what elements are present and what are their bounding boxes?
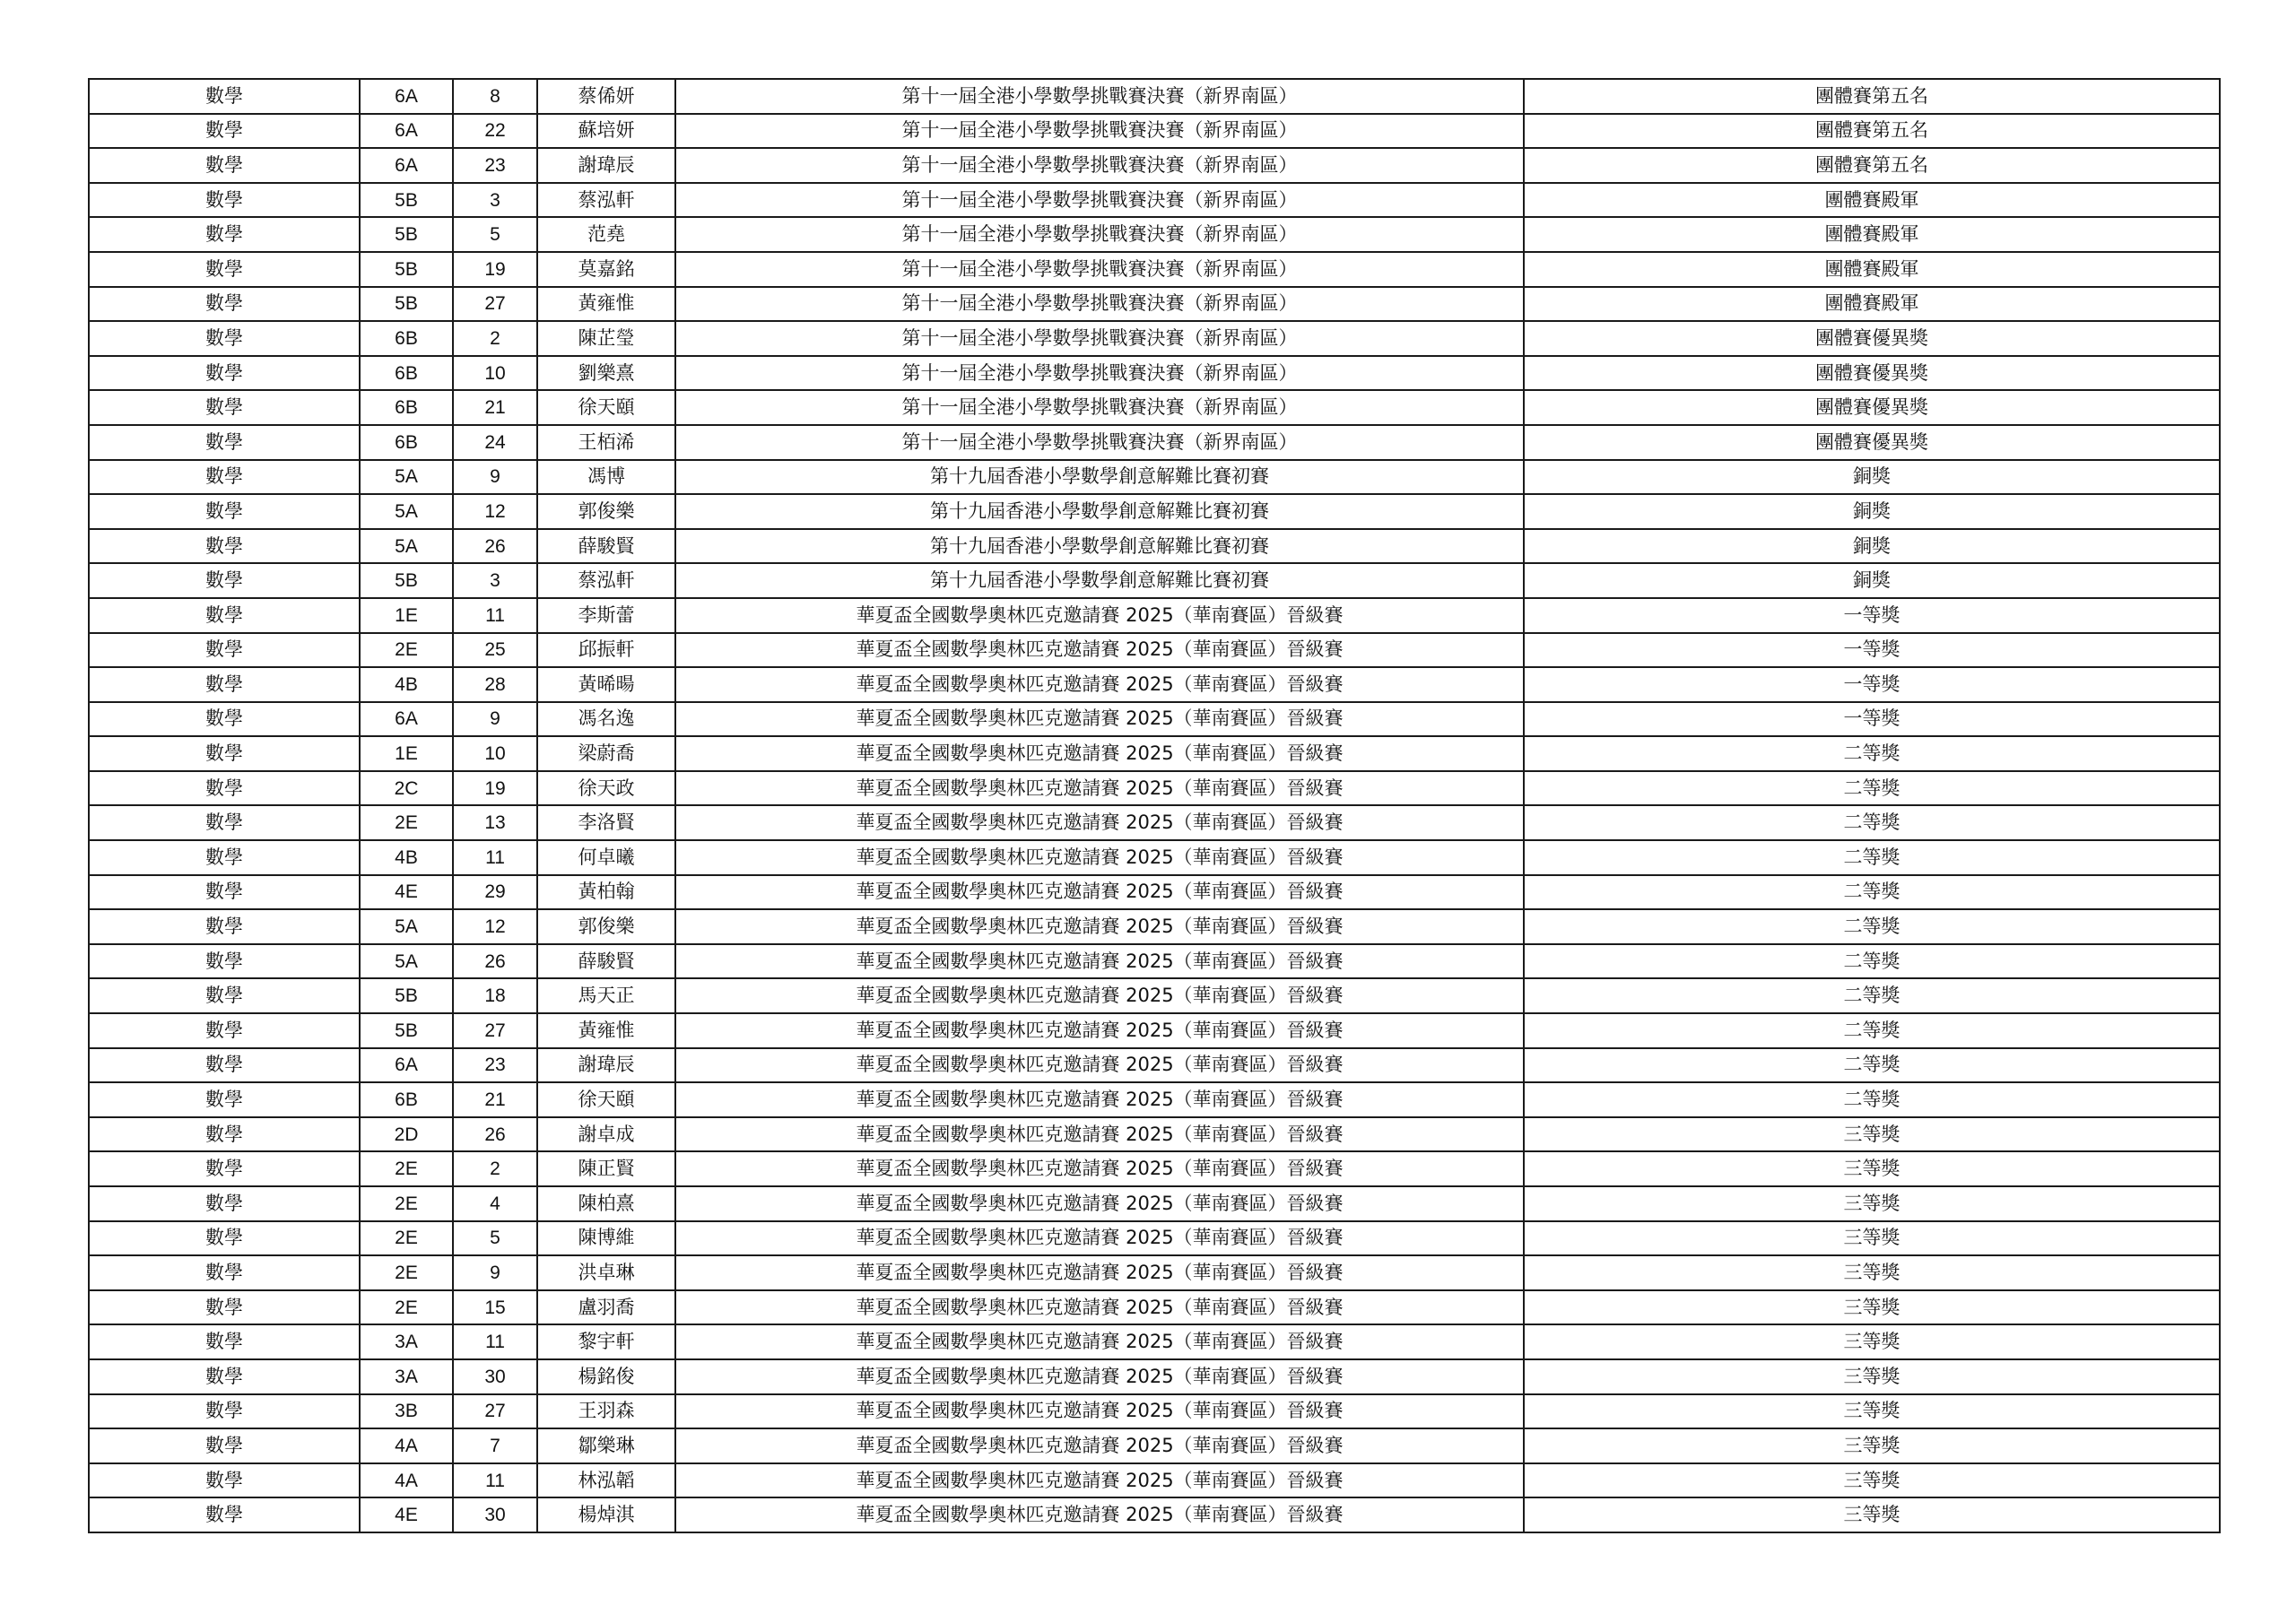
table-row bbox=[89, 1082, 2220, 1117]
award-cell: 銅獎 bbox=[1524, 460, 2220, 495]
class-cell: 2D bbox=[360, 1117, 453, 1152]
subject-cell: 數學 bbox=[89, 356, 360, 391]
award-cell: 一等獎 bbox=[1524, 702, 2220, 737]
student-name-cell: 徐天頤 bbox=[537, 390, 675, 425]
subject-cell: 數學 bbox=[89, 875, 360, 910]
class-cell: 6A bbox=[360, 79, 453, 114]
competition-cell: 第十一屆全港小學數學挑戰賽決賽（新界南區） bbox=[675, 390, 1524, 425]
subject-cell: 數學 bbox=[89, 425, 360, 460]
table-row bbox=[89, 633, 2220, 668]
award-cell: 二等獎 bbox=[1524, 1048, 2220, 1083]
student-name-cell: 徐天頤 bbox=[537, 1082, 675, 1117]
student-name-cell: 黃晞暘 bbox=[537, 667, 675, 702]
subject-cell: 數學 bbox=[89, 1463, 360, 1498]
award-cell: 三等獎 bbox=[1524, 1497, 2220, 1532]
table-row bbox=[89, 252, 2220, 287]
subject-cell: 數學 bbox=[89, 1186, 360, 1221]
student-name-cell: 謝瑋辰 bbox=[537, 148, 675, 183]
competition-cell: 華夏盃全國數學奧林匹克邀請賽 2025（華南賽區）晉級賽 bbox=[675, 1324, 1524, 1359]
competition-cell: 第十一屆全港小學數學挑戰賽決賽（新界南區） bbox=[675, 425, 1524, 460]
table-row bbox=[89, 875, 2220, 910]
student-name-cell: 林泓韜 bbox=[537, 1463, 675, 1498]
award-cell: 二等獎 bbox=[1524, 1013, 2220, 1048]
subject-cell: 數學 bbox=[89, 321, 360, 356]
competition-cell: 華夏盃全國數學奧林匹克邀請賽 2025（華南賽區）晉級賽 bbox=[675, 1497, 1524, 1532]
student-name-cell: 陳正賢 bbox=[537, 1151, 675, 1186]
table-row bbox=[89, 1394, 2220, 1429]
student-name-cell: 徐天政 bbox=[537, 771, 675, 806]
class-number-cell: 19 bbox=[453, 771, 537, 806]
competition-cell: 第十一屆全港小學數學挑戰賽決賽（新界南區） bbox=[675, 114, 1524, 149]
class-cell: 5B bbox=[360, 563, 453, 598]
table-row bbox=[89, 736, 2220, 771]
class-cell: 5A bbox=[360, 460, 453, 495]
competition-cell: 第十一屆全港小學數學挑戰賽決賽（新界南區） bbox=[675, 79, 1524, 114]
class-cell: 2E bbox=[360, 1255, 453, 1290]
table-row bbox=[89, 598, 2220, 633]
table-row bbox=[89, 1117, 2220, 1152]
table-row bbox=[89, 183, 2220, 218]
table-row bbox=[89, 1359, 2220, 1394]
subject-cell: 數學 bbox=[89, 183, 360, 218]
student-name-cell: 范堯 bbox=[537, 217, 675, 252]
class-cell: 2C bbox=[360, 771, 453, 806]
competition-cell: 華夏盃全國數學奧林匹克邀請賽 2025（華南賽區）晉級賽 bbox=[675, 909, 1524, 944]
class-cell: 5B bbox=[360, 217, 453, 252]
class-number-cell: 12 bbox=[453, 909, 537, 944]
table-row bbox=[89, 1497, 2220, 1532]
table-row bbox=[89, 287, 2220, 322]
class-number-cell: 8 bbox=[453, 79, 537, 114]
student-name-cell: 梁蔚喬 bbox=[537, 736, 675, 771]
class-number-cell: 22 bbox=[453, 114, 537, 149]
class-cell: 5A bbox=[360, 494, 453, 529]
award-cell: 三等獎 bbox=[1524, 1221, 2220, 1256]
subject-cell: 數學 bbox=[89, 909, 360, 944]
competition-cell: 第十九屆香港小學數學創意解難比賽初賽 bbox=[675, 563, 1524, 598]
class-cell: 1E bbox=[360, 736, 453, 771]
class-number-cell: 21 bbox=[453, 1082, 537, 1117]
table-row bbox=[89, 702, 2220, 737]
class-cell: 2E bbox=[360, 1290, 453, 1325]
competition-cell: 華夏盃全國數學奧林匹克邀請賽 2025（華南賽區）晉級賽 bbox=[675, 944, 1524, 979]
class-cell: 4A bbox=[360, 1428, 453, 1463]
subject-cell: 數學 bbox=[89, 1255, 360, 1290]
competition-cell: 華夏盃全國數學奧林匹克邀請賽 2025（華南賽區）晉級賽 bbox=[675, 840, 1524, 875]
class-number-cell: 15 bbox=[453, 1290, 537, 1325]
table-row bbox=[89, 1048, 2220, 1083]
competition-cell: 華夏盃全國數學奧林匹克邀請賽 2025（華南賽區）晉級賽 bbox=[675, 702, 1524, 737]
competition-cell: 華夏盃全國數學奧林匹克邀請賽 2025（華南賽區）晉級賽 bbox=[675, 667, 1524, 702]
competition-cell: 華夏盃全國數學奧林匹克邀請賽 2025（華南賽區）晉級賽 bbox=[675, 1221, 1524, 1256]
table-row bbox=[89, 529, 2220, 564]
table-row bbox=[89, 1324, 2220, 1359]
competition-cell: 第十九屆香港小學數學創意解難比賽初賽 bbox=[675, 494, 1524, 529]
table-row bbox=[89, 321, 2220, 356]
subject-cell: 數學 bbox=[89, 667, 360, 702]
subject-cell: 數學 bbox=[89, 978, 360, 1013]
award-cell: 三等獎 bbox=[1524, 1255, 2220, 1290]
class-number-cell: 7 bbox=[453, 1428, 537, 1463]
award-cell: 團體賽殿軍 bbox=[1524, 217, 2220, 252]
table-row bbox=[89, 425, 2220, 460]
award-cell: 一等獎 bbox=[1524, 667, 2220, 702]
award-cell: 三等獎 bbox=[1524, 1290, 2220, 1325]
subject-cell: 數學 bbox=[89, 771, 360, 806]
class-number-cell: 4 bbox=[453, 1186, 537, 1221]
competition-cell: 第十一屆全港小學數學挑戰賽決賽（新界南區） bbox=[675, 148, 1524, 183]
class-number-cell: 13 bbox=[453, 805, 537, 840]
award-cell: 團體賽優異獎 bbox=[1524, 425, 2220, 460]
student-name-cell: 黃柏翰 bbox=[537, 875, 675, 910]
award-cell: 二等獎 bbox=[1524, 944, 2220, 979]
competition-cell: 華夏盃全國數學奧林匹克邀請賽 2025（華南賽區）晉級賽 bbox=[675, 1359, 1524, 1394]
table-row bbox=[89, 805, 2220, 840]
class-number-cell: 24 bbox=[453, 425, 537, 460]
award-cell: 二等獎 bbox=[1524, 875, 2220, 910]
class-cell: 5A bbox=[360, 909, 453, 944]
class-number-cell: 27 bbox=[453, 1394, 537, 1429]
class-cell: 1E bbox=[360, 598, 453, 633]
class-cell: 2E bbox=[360, 805, 453, 840]
competition-cell: 華夏盃全國數學奧林匹克邀請賽 2025（華南賽區）晉級賽 bbox=[675, 633, 1524, 668]
awards-table bbox=[88, 78, 2221, 1533]
competition-cell: 第十一屆全港小學數學挑戰賽決賽（新界南區） bbox=[675, 252, 1524, 287]
subject-cell: 數學 bbox=[89, 79, 360, 114]
competition-cell: 第十一屆全港小學數學挑戰賽決賽（新界南區） bbox=[675, 356, 1524, 391]
competition-cell: 華夏盃全國數學奧林匹克邀請賽 2025（華南賽區）晉級賽 bbox=[675, 1428, 1524, 1463]
class-cell: 5A bbox=[360, 529, 453, 564]
student-name-cell: 鄒樂琳 bbox=[537, 1428, 675, 1463]
class-cell: 6A bbox=[360, 148, 453, 183]
student-name-cell: 馬天正 bbox=[537, 978, 675, 1013]
class-number-cell: 11 bbox=[453, 1324, 537, 1359]
award-cell: 二等獎 bbox=[1524, 1082, 2220, 1117]
table-row bbox=[89, 1151, 2220, 1186]
student-name-cell: 邱振軒 bbox=[537, 633, 675, 668]
student-name-cell: 劉樂熹 bbox=[537, 356, 675, 391]
student-name-cell: 黎宇軒 bbox=[537, 1324, 675, 1359]
student-name-cell: 蔡俙妍 bbox=[537, 79, 675, 114]
table-row bbox=[89, 909, 2220, 944]
subject-cell: 數學 bbox=[89, 1290, 360, 1325]
class-number-cell: 18 bbox=[453, 978, 537, 1013]
student-name-cell: 何卓曦 bbox=[537, 840, 675, 875]
class-cell: 6B bbox=[360, 425, 453, 460]
table-row bbox=[89, 1463, 2220, 1498]
award-cell: 三等獎 bbox=[1524, 1117, 2220, 1152]
subject-cell: 數學 bbox=[89, 1359, 360, 1394]
competition-cell: 華夏盃全國數學奧林匹克邀請賽 2025（華南賽區）晉級賽 bbox=[675, 1186, 1524, 1221]
award-cell: 團體賽優異獎 bbox=[1524, 356, 2220, 391]
table-row bbox=[89, 840, 2220, 875]
class-number-cell: 21 bbox=[453, 390, 537, 425]
class-cell: 5B bbox=[360, 978, 453, 1013]
subject-cell: 數學 bbox=[89, 494, 360, 529]
class-number-cell: 9 bbox=[453, 1255, 537, 1290]
student-name-cell: 蔡泓軒 bbox=[537, 183, 675, 218]
subject-cell: 數學 bbox=[89, 633, 360, 668]
student-name-cell: 蔡泓軒 bbox=[537, 563, 675, 598]
class-number-cell: 27 bbox=[453, 1013, 537, 1048]
class-number-cell: 2 bbox=[453, 321, 537, 356]
student-name-cell: 馮博 bbox=[537, 460, 675, 495]
competition-cell: 華夏盃全國數學奧林匹克邀請賽 2025（華南賽區）晉級賽 bbox=[675, 1082, 1524, 1117]
class-cell: 3A bbox=[360, 1359, 453, 1394]
student-name-cell: 馮名逸 bbox=[537, 702, 675, 737]
table-row bbox=[89, 148, 2220, 183]
class-number-cell: 3 bbox=[453, 563, 537, 598]
student-name-cell: 盧羽喬 bbox=[537, 1290, 675, 1325]
class-number-cell: 26 bbox=[453, 529, 537, 564]
table-row bbox=[89, 114, 2220, 149]
class-number-cell: 30 bbox=[453, 1359, 537, 1394]
class-cell: 3B bbox=[360, 1394, 453, 1429]
award-cell: 三等獎 bbox=[1524, 1324, 2220, 1359]
competition-cell: 第十九屆香港小學數學創意解難比賽初賽 bbox=[675, 460, 1524, 495]
subject-cell: 數學 bbox=[89, 1428, 360, 1463]
competition-cell: 華夏盃全國數學奧林匹克邀請賽 2025（華南賽區）晉級賽 bbox=[675, 598, 1524, 633]
table-row bbox=[89, 1013, 2220, 1048]
subject-cell: 數學 bbox=[89, 702, 360, 737]
table-row bbox=[89, 390, 2220, 425]
class-cell: 6B bbox=[360, 390, 453, 425]
subject-cell: 數學 bbox=[89, 944, 360, 979]
awards-table-body bbox=[89, 79, 2220, 1532]
class-cell: 4E bbox=[360, 1497, 453, 1532]
competition-cell: 華夏盃全國數學奧林匹克邀請賽 2025（華南賽區）晉級賽 bbox=[675, 736, 1524, 771]
competition-cell: 華夏盃全國數學奧林匹克邀請賽 2025（華南賽區）晉級賽 bbox=[675, 1290, 1524, 1325]
class-number-cell: 19 bbox=[453, 252, 537, 287]
award-cell: 二等獎 bbox=[1524, 736, 2220, 771]
student-name-cell: 薛駿賢 bbox=[537, 944, 675, 979]
student-name-cell: 謝卓成 bbox=[537, 1117, 675, 1152]
table-row bbox=[89, 667, 2220, 702]
award-cell: 二等獎 bbox=[1524, 771, 2220, 806]
class-cell: 5B bbox=[360, 1013, 453, 1048]
table-row bbox=[89, 1255, 2220, 1290]
class-number-cell: 11 bbox=[453, 598, 537, 633]
student-name-cell: 陳芷瑩 bbox=[537, 321, 675, 356]
competition-cell: 華夏盃全國數學奧林匹克邀請賽 2025（華南賽區）晉級賽 bbox=[675, 1463, 1524, 1498]
award-cell: 團體賽殿軍 bbox=[1524, 183, 2220, 218]
class-cell: 6B bbox=[360, 1082, 453, 1117]
award-cell: 銅獎 bbox=[1524, 563, 2220, 598]
competition-cell: 華夏盃全國數學奧林匹克邀請賽 2025（華南賽區）晉級賽 bbox=[675, 1013, 1524, 1048]
award-cell: 銅獎 bbox=[1524, 529, 2220, 564]
award-cell: 三等獎 bbox=[1524, 1463, 2220, 1498]
table-row bbox=[89, 1428, 2220, 1463]
subject-cell: 數學 bbox=[89, 1221, 360, 1256]
class-cell: 5B bbox=[360, 287, 453, 322]
class-cell: 6A bbox=[360, 114, 453, 149]
competition-cell: 第十九屆香港小學數學創意解難比賽初賽 bbox=[675, 529, 1524, 564]
table-row bbox=[89, 494, 2220, 529]
award-cell: 銅獎 bbox=[1524, 494, 2220, 529]
class-number-cell: 26 bbox=[453, 944, 537, 979]
class-number-cell: 29 bbox=[453, 875, 537, 910]
class-cell: 3A bbox=[360, 1324, 453, 1359]
award-cell: 團體賽殿軍 bbox=[1524, 252, 2220, 287]
table-row bbox=[89, 1290, 2220, 1325]
class-cell: 6A bbox=[360, 702, 453, 737]
table-row bbox=[89, 79, 2220, 114]
class-cell: 4A bbox=[360, 1463, 453, 1498]
subject-cell: 數學 bbox=[89, 563, 360, 598]
competition-cell: 華夏盃全國數學奧林匹克邀請賽 2025（華南賽區）晉級賽 bbox=[675, 1048, 1524, 1083]
competition-cell: 華夏盃全國數學奧林匹克邀請賽 2025（華南賽區）晉級賽 bbox=[675, 875, 1524, 910]
table-row bbox=[89, 460, 2220, 495]
class-cell: 5B bbox=[360, 183, 453, 218]
table-row bbox=[89, 978, 2220, 1013]
subject-cell: 數學 bbox=[89, 1324, 360, 1359]
table-row bbox=[89, 1221, 2220, 1256]
class-number-cell: 5 bbox=[453, 1221, 537, 1256]
subject-cell: 數學 bbox=[89, 287, 360, 322]
competition-cell: 華夏盃全國數學奧林匹克邀請賽 2025（華南賽區）晉級賽 bbox=[675, 978, 1524, 1013]
award-cell: 團體賽第五名 bbox=[1524, 79, 2220, 114]
student-name-cell: 楊銘俊 bbox=[537, 1359, 675, 1394]
student-name-cell: 陳柏熹 bbox=[537, 1186, 675, 1221]
award-cell: 三等獎 bbox=[1524, 1394, 2220, 1429]
subject-cell: 數學 bbox=[89, 529, 360, 564]
subject-cell: 數學 bbox=[89, 1497, 360, 1532]
class-number-cell: 3 bbox=[453, 183, 537, 218]
subject-cell: 數學 bbox=[89, 1394, 360, 1429]
class-number-cell: 9 bbox=[453, 460, 537, 495]
student-name-cell: 李洛賢 bbox=[537, 805, 675, 840]
class-cell: 4B bbox=[360, 667, 453, 702]
competition-cell: 華夏盃全國數學奧林匹克邀請賽 2025（華南賽區）晉級賽 bbox=[675, 1117, 1524, 1152]
award-cell: 三等獎 bbox=[1524, 1428, 2220, 1463]
student-name-cell: 謝瑋辰 bbox=[537, 1048, 675, 1083]
subject-cell: 數學 bbox=[89, 1013, 360, 1048]
subject-cell: 數學 bbox=[89, 736, 360, 771]
class-cell: 2E bbox=[360, 1186, 453, 1221]
class-cell: 2E bbox=[360, 633, 453, 668]
subject-cell: 數學 bbox=[89, 460, 360, 495]
award-cell: 一等獎 bbox=[1524, 598, 2220, 633]
table-row bbox=[89, 1186, 2220, 1221]
award-cell: 一等獎 bbox=[1524, 633, 2220, 668]
class-cell: 2E bbox=[360, 1221, 453, 1256]
student-name-cell: 莫嘉銘 bbox=[537, 252, 675, 287]
award-cell: 二等獎 bbox=[1524, 978, 2220, 1013]
table-row bbox=[89, 771, 2220, 806]
student-name-cell: 李斯蕾 bbox=[537, 598, 675, 633]
competition-cell: 華夏盃全國數學奧林匹克邀請賽 2025（華南賽區）晉級賽 bbox=[675, 1394, 1524, 1429]
class-number-cell: 30 bbox=[453, 1497, 537, 1532]
award-cell: 團體賽優異獎 bbox=[1524, 390, 2220, 425]
class-number-cell: 28 bbox=[453, 667, 537, 702]
table-row bbox=[89, 563, 2220, 598]
award-cell: 三等獎 bbox=[1524, 1359, 2220, 1394]
student-name-cell: 王羽森 bbox=[537, 1394, 675, 1429]
subject-cell: 數學 bbox=[89, 1151, 360, 1186]
award-cell: 二等獎 bbox=[1524, 840, 2220, 875]
student-name-cell: 洪卓琳 bbox=[537, 1255, 675, 1290]
competition-cell: 華夏盃全國數學奧林匹克邀請賽 2025（華南賽區）晉級賽 bbox=[675, 1151, 1524, 1186]
competition-cell: 第十一屆全港小學數學挑戰賽決賽（新界南區） bbox=[675, 217, 1524, 252]
award-cell: 團體賽殿軍 bbox=[1524, 287, 2220, 322]
competition-cell: 華夏盃全國數學奧林匹克邀請賽 2025（華南賽區）晉級賽 bbox=[675, 771, 1524, 806]
class-number-cell: 5 bbox=[453, 217, 537, 252]
student-name-cell: 陳博維 bbox=[537, 1221, 675, 1256]
class-cell: 4B bbox=[360, 840, 453, 875]
competition-cell: 華夏盃全國數學奧林匹克邀請賽 2025（華南賽區）晉級賽 bbox=[675, 1255, 1524, 1290]
subject-cell: 數學 bbox=[89, 390, 360, 425]
competition-cell: 第十一屆全港小學數學挑戰賽決賽（新界南區） bbox=[675, 287, 1524, 322]
subject-cell: 數學 bbox=[89, 217, 360, 252]
table-row bbox=[89, 944, 2220, 979]
subject-cell: 數學 bbox=[89, 252, 360, 287]
subject-cell: 數學 bbox=[89, 1048, 360, 1083]
student-name-cell: 郭俊樂 bbox=[537, 494, 675, 529]
class-cell: 6B bbox=[360, 321, 453, 356]
award-cell: 團體賽第五名 bbox=[1524, 114, 2220, 149]
award-cell: 二等獎 bbox=[1524, 909, 2220, 944]
student-name-cell: 薛駿賢 bbox=[537, 529, 675, 564]
class-number-cell: 11 bbox=[453, 840, 537, 875]
subject-cell: 數學 bbox=[89, 1082, 360, 1117]
class-number-cell: 11 bbox=[453, 1463, 537, 1498]
subject-cell: 數學 bbox=[89, 114, 360, 149]
student-name-cell: 蘇培妍 bbox=[537, 114, 675, 149]
class-cell: 6B bbox=[360, 356, 453, 391]
class-cell: 2E bbox=[360, 1151, 453, 1186]
award-cell: 三等獎 bbox=[1524, 1151, 2220, 1186]
awards-sheet bbox=[88, 78, 2221, 1533]
competition-cell: 第十一屆全港小學數學挑戰賽決賽（新界南區） bbox=[675, 321, 1524, 356]
class-cell: 5B bbox=[360, 252, 453, 287]
award-cell: 團體賽第五名 bbox=[1524, 148, 2220, 183]
student-name-cell: 黃雍惟 bbox=[537, 287, 675, 322]
award-cell: 團體賽優異獎 bbox=[1524, 321, 2220, 356]
class-number-cell: 26 bbox=[453, 1117, 537, 1152]
award-cell: 三等獎 bbox=[1524, 1186, 2220, 1221]
table-row bbox=[89, 217, 2220, 252]
class-number-cell: 25 bbox=[453, 633, 537, 668]
student-name-cell: 黃雍惟 bbox=[537, 1013, 675, 1048]
student-name-cell: 郭俊樂 bbox=[537, 909, 675, 944]
class-number-cell: 12 bbox=[453, 494, 537, 529]
subject-cell: 數學 bbox=[89, 1117, 360, 1152]
subject-cell: 數學 bbox=[89, 840, 360, 875]
class-number-cell: 23 bbox=[453, 148, 537, 183]
class-number-cell: 23 bbox=[453, 1048, 537, 1083]
class-number-cell: 9 bbox=[453, 702, 537, 737]
award-cell: 二等獎 bbox=[1524, 805, 2220, 840]
student-name-cell: 楊焯淇 bbox=[537, 1497, 675, 1532]
class-number-cell: 10 bbox=[453, 356, 537, 391]
class-number-cell: 10 bbox=[453, 736, 537, 771]
class-cell: 4E bbox=[360, 875, 453, 910]
subject-cell: 數學 bbox=[89, 148, 360, 183]
subject-cell: 數學 bbox=[89, 598, 360, 633]
subject-cell: 數學 bbox=[89, 805, 360, 840]
competition-cell: 華夏盃全國數學奧林匹克邀請賽 2025（華南賽區）晉級賽 bbox=[675, 805, 1524, 840]
class-cell: 6A bbox=[360, 1048, 453, 1083]
class-number-cell: 27 bbox=[453, 287, 537, 322]
class-number-cell: 2 bbox=[453, 1151, 537, 1186]
class-cell: 5A bbox=[360, 944, 453, 979]
competition-cell: 第十一屆全港小學數學挑戰賽決賽（新界南區） bbox=[675, 183, 1524, 218]
student-name-cell: 王栢浠 bbox=[537, 425, 675, 460]
table-row bbox=[89, 356, 2220, 391]
